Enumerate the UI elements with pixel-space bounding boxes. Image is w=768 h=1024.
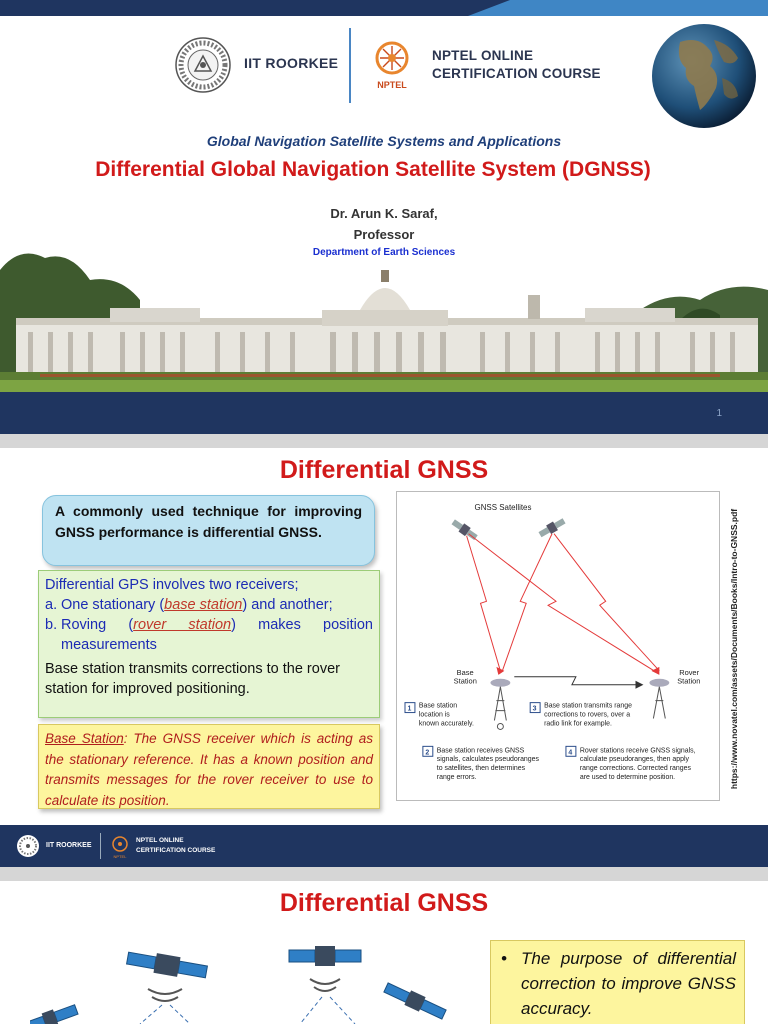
dgnss-diagram	[396, 491, 720, 801]
iit-roorkee-logo-icon	[16, 834, 40, 858]
rover-station-term: rover station	[133, 617, 232, 633]
definition-text: : The GNSS receiver which is acting as the stationary reference. It has a known position and transmits messages for the rover receiver to use to calculate its position.	[45, 731, 373, 808]
satellite-icon	[126, 948, 208, 982]
definition-box	[38, 724, 380, 809]
receivers-box	[38, 570, 380, 718]
transmit-note: Base station transmits corrections to the rover station for improved positioning.	[45, 661, 340, 697]
step-4-line: calculate pseudoranges, then apply	[579, 756, 690, 764]
step-3-line: corrections to rovers, over a	[544, 711, 631, 719]
step-2-line: signals, calculates pseudoranges	[436, 756, 539, 764]
step-4-line: Rover stations receive GNSS signals,	[579, 747, 696, 755]
list-label-a: a.	[45, 597, 58, 613]
step-1-number: 1	[407, 705, 412, 713]
institute-name: IIT ROORKEE	[244, 55, 339, 71]
step-3-line: radio link for example.	[544, 720, 612, 728]
arrow-head-icon	[651, 667, 659, 675]
rover-label-2: Station	[677, 676, 701, 686]
nptel-logo-icon	[110, 834, 130, 860]
page-number: 1	[716, 408, 722, 419]
list-text-b: Roving (rover station) makes position measurements	[61, 617, 373, 653]
nptel-logo-text: NPTEL	[377, 80, 407, 90]
satellite-icon	[289, 946, 361, 966]
bullet-icon: •	[501, 949, 507, 968]
step-4-line: are used to determine position.	[579, 774, 676, 782]
iit-roorkee-logo-icon	[174, 36, 232, 94]
rover-label-1: Rover	[679, 667, 700, 677]
base-label-1: Base	[456, 667, 474, 677]
differential-gnss-purpose-slide	[0, 881, 768, 1024]
step-3-line: Base station transmits range	[544, 702, 633, 710]
author-name: Dr. Arun K. Saraf,	[330, 206, 438, 221]
step-2-line: Base station receives GNSS	[436, 747, 525, 755]
slide-title: Differential GNSS	[279, 456, 489, 484]
department-name: Department of Earth Sciences	[312, 247, 456, 258]
signal-waves-icon	[148, 979, 340, 1001]
nptel-title-line2: CERTIFICATION COURSE	[432, 66, 601, 81]
list-item-b	[45, 615, 373, 655]
signal-lines	[140, 997, 355, 1024]
top-banner	[0, 0, 768, 16]
lecture-title: Differential Global Navigation Satellite System (DGNSS)	[95, 158, 651, 181]
top-banner-accent	[468, 0, 768, 16]
step-1-line: location is	[418, 711, 450, 719]
list-label-b: b.	[45, 617, 58, 633]
list-item-a	[45, 595, 373, 615]
intro-callout: A commonly used technique for improving GNSS performance is differential GNSS.	[42, 495, 375, 566]
satellites-label: GNSS Satellites	[474, 502, 532, 512]
step-1-line: known accurately.	[418, 720, 474, 728]
slide-title: Differential GNSS	[279, 889, 489, 917]
definition-term: Base Station	[45, 731, 124, 746]
step-3-number: 3	[532, 705, 537, 713]
base-antenna-icon	[490, 679, 510, 730]
step-2-number: 2	[425, 749, 430, 757]
step-2-line: range errors.	[436, 774, 477, 782]
footer-nptel-line1: NPTEL ONLINE	[136, 837, 184, 844]
course-name: Global Navigation Satellite Systems and Applications	[206, 133, 562, 149]
footer-nptel-line2: CERTIFICATION COURSE	[136, 847, 216, 854]
satellite-icon	[383, 980, 448, 1022]
satellite-right-icon	[538, 517, 567, 540]
nptel-title-line1: NPTEL ONLINE	[432, 48, 534, 63]
receivers-lead: Differential GPS involves two receivers;	[45, 577, 299, 593]
earth-globe-icon	[650, 22, 758, 130]
footer-institute: IIT ROORKEE	[46, 842, 92, 849]
header-divider	[349, 28, 351, 103]
base-station-term: base station	[164, 597, 243, 613]
source-url[interactable]	[727, 504, 741, 794]
step-1-line: Base station	[418, 702, 458, 710]
step-4-line: range corrections. Corrected ranges	[579, 765, 691, 773]
step-4-number: 4	[568, 749, 573, 757]
arrow-head-icon	[635, 681, 643, 689]
author-designation: Professor	[353, 227, 415, 242]
purpose-callout	[490, 940, 745, 1024]
footer-banner	[0, 825, 768, 867]
rover-antenna-icon	[649, 679, 669, 719]
satellites-illustration	[30, 941, 470, 1024]
footer-nptel-logo-text: NPTEL	[113, 854, 127, 859]
signal-paths	[467, 534, 660, 673]
list-text-a: One stationary (base station) and another;	[61, 597, 333, 613]
base-label-2: Station	[453, 676, 477, 686]
campus-building-photo	[0, 240, 768, 398]
nptel-logo-icon	[369, 38, 415, 92]
bottom-banner	[0, 392, 768, 434]
footer-divider	[100, 833, 101, 859]
source-url-text[interactable]: https://www.novatel.com/assets/Documents/Books/Intro-to-GNSS.pdf	[729, 508, 739, 790]
purpose-text: The purpose of differential correction to improve GNSS accuracy.	[521, 949, 736, 1018]
title-slide	[0, 0, 768, 434]
satellite-icon	[30, 1002, 79, 1024]
step-2-line: to satellites, then determines	[436, 765, 526, 773]
radio-link	[514, 677, 639, 685]
differential-gnss-slide	[0, 448, 768, 867]
